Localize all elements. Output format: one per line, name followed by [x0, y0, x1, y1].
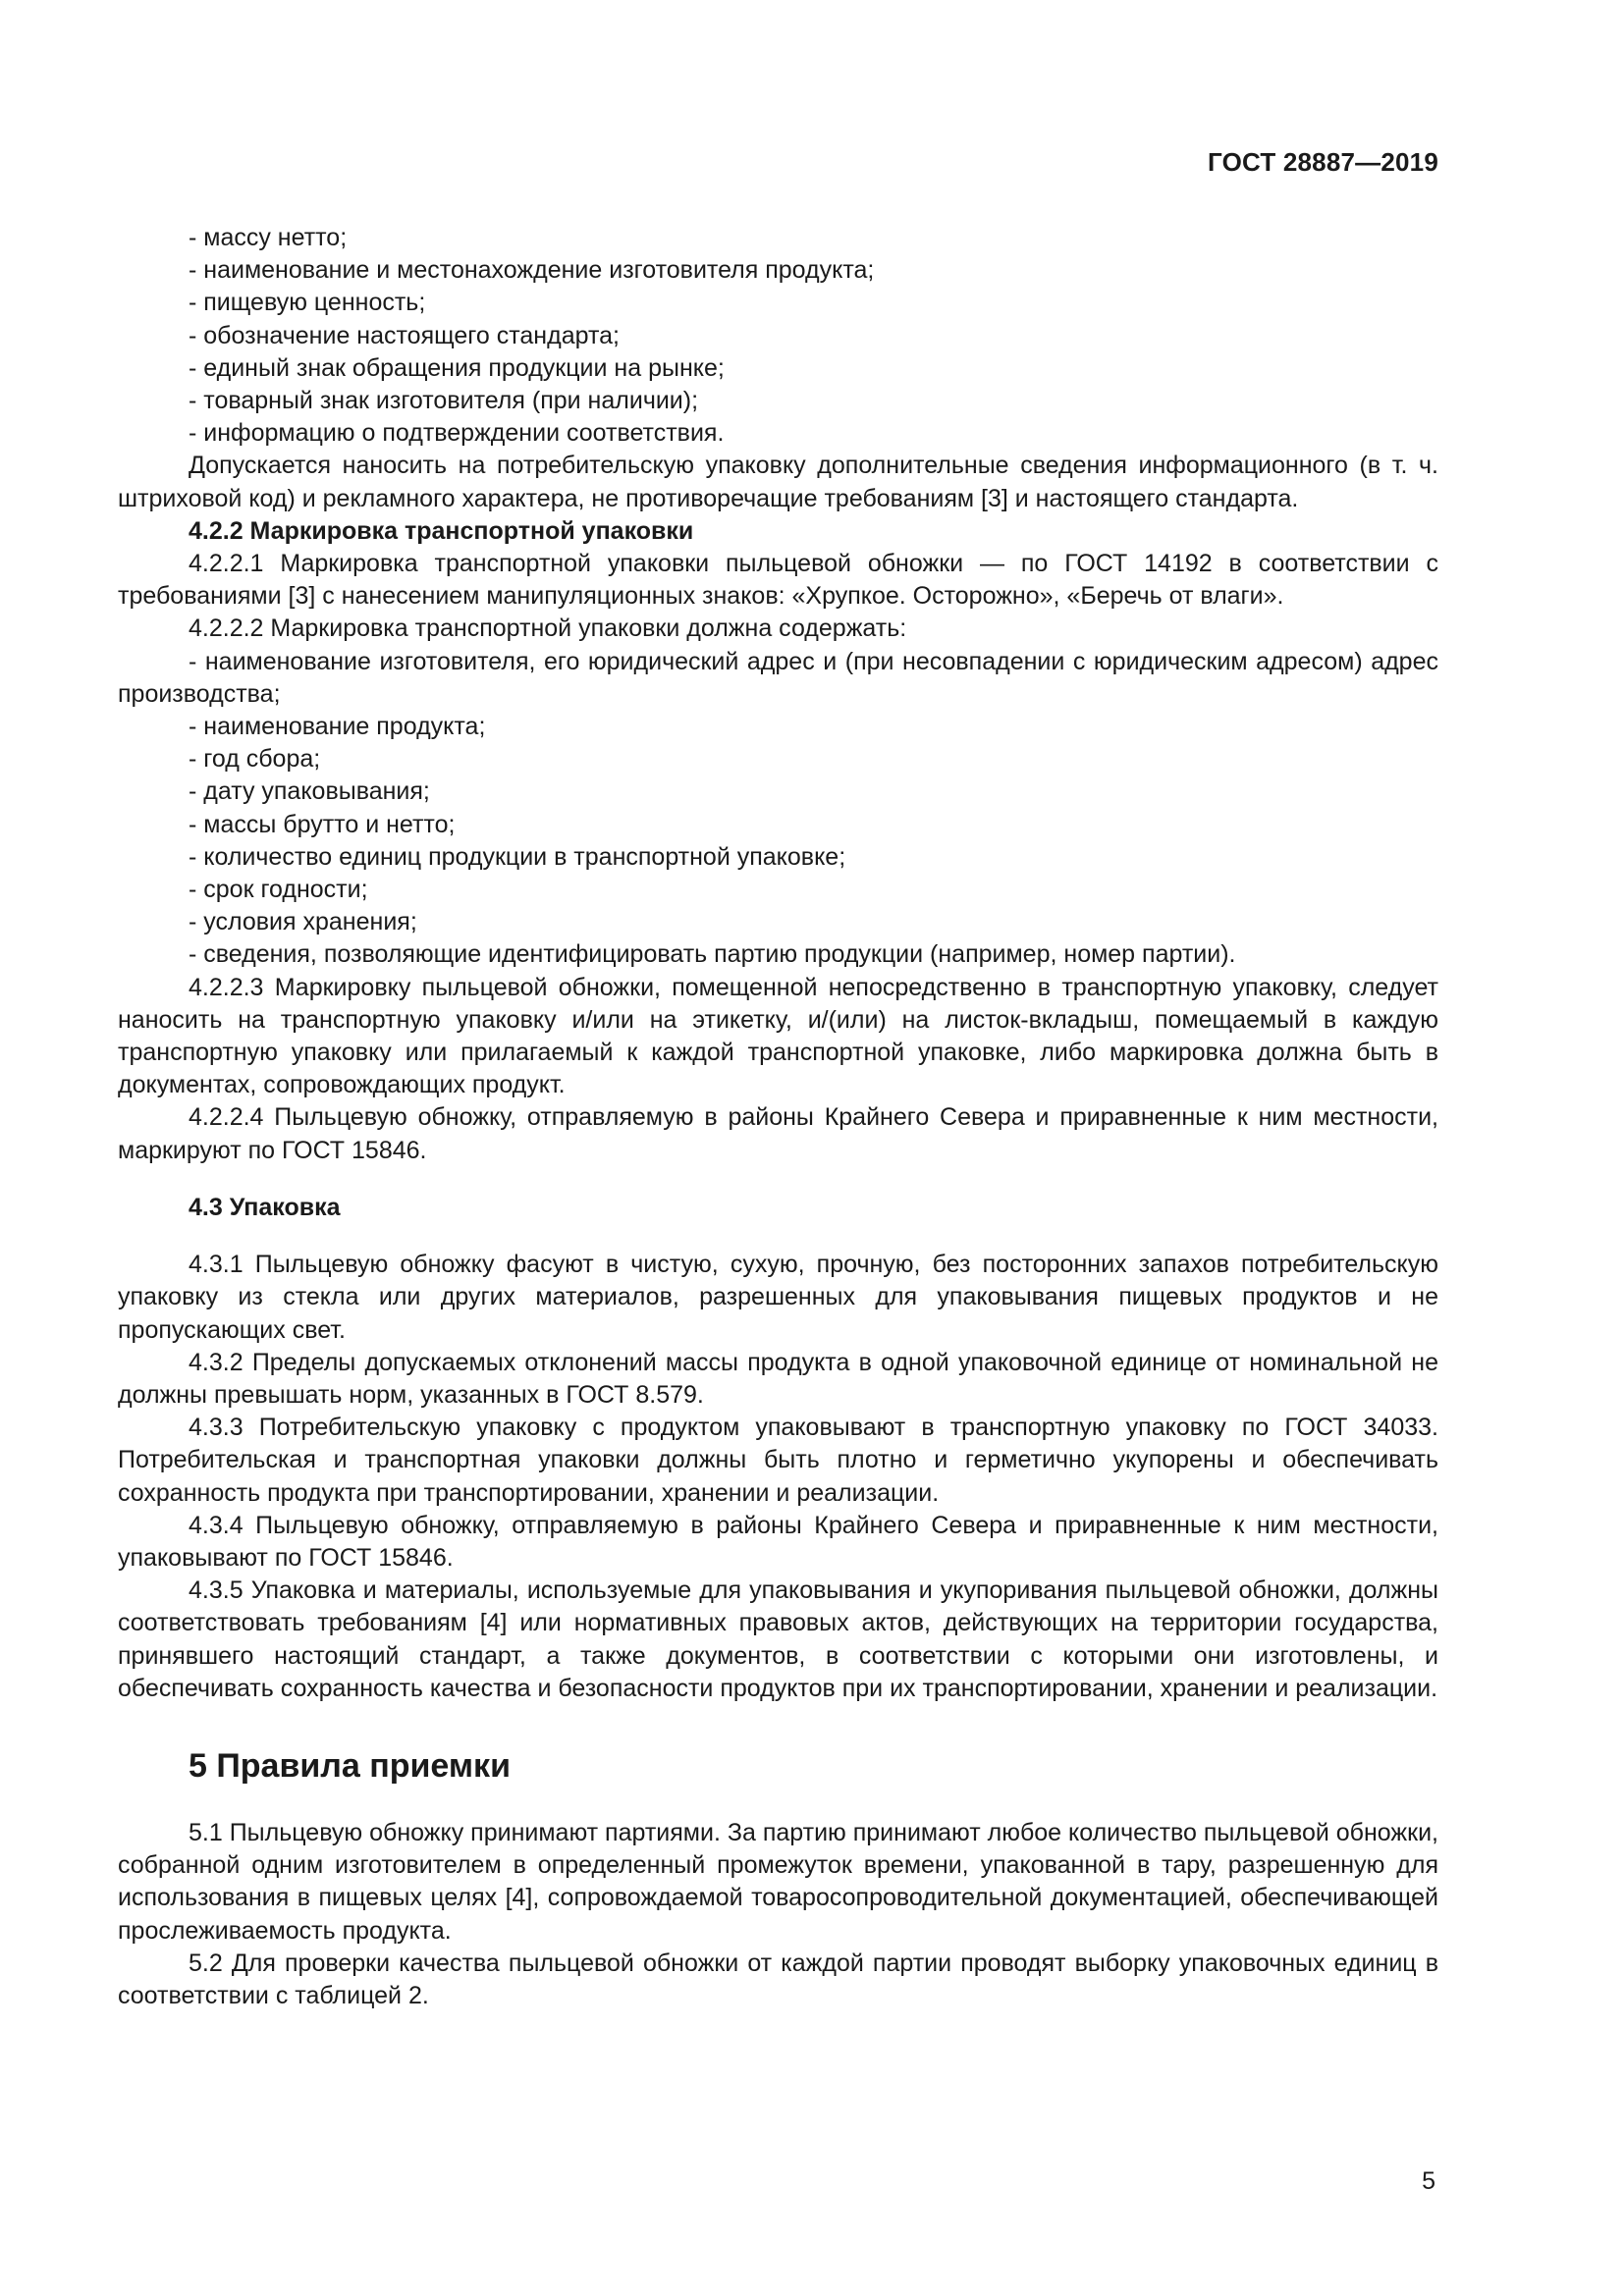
page-number: 5 — [1422, 2167, 1435, 2195]
list-item: - единый знак обращения продукции на рынке; — [189, 353, 725, 382]
list-item: - срок годности; — [189, 876, 368, 904]
list-item: - пищевую ценность; — [189, 289, 426, 317]
list-item: - обозначение настоящего стандарта; — [189, 321, 620, 349]
paragraph: 4.2.2.4 Пыльцевую обножку, отправляемую в районы Крайнего Севера и приравненные к ним местности, маркируют по ГОСТ 15846. — [118, 1103, 1438, 1164]
list-item: - наименование продукта; — [189, 713, 486, 741]
spacer — [118, 1167, 1438, 1192]
paragraph: 4.3.2 Пределы допускаемых отклонений массы продукта в одной упаковочной единице от номинальной не должны превышать норм, указанных в ГОСТ 8.579. — [118, 1348, 1438, 1409]
document-code-header: ГОСТ 28887—2019 — [1208, 147, 1438, 177]
paragraph: 4.2.2.1 Маркировка транспортной упаковки пыльцевой обножки — по ГОСТ 14192 в соответствии с требованиями [3] с нанесением манипуляционных знаков: «Хрупкое. Осторожно», «Беречь от влаги». — [118, 550, 1438, 611]
paragraph: 4.3.3 Потребительскую упаковку с продуктом упаковывают в транспортную упаковку по ГОСТ 34033. Потребительская и транспортная упаковки должны быть плотно и герметично укупорены и обеспечивать сохранность продукта при транспортировании, хранении и реализации. — [118, 1414, 1438, 1507]
list-item: - дату упаковывания; — [189, 777, 430, 806]
list-item: - год сбора; — [189, 745, 321, 774]
spacer — [118, 1224, 1438, 1249]
list-item: - условия хранения; — [189, 908, 417, 936]
list-item: - наименование изготовителя, его юридический адрес и (при несовпадении с юридическим адресом) адрес производства; — [118, 647, 1438, 708]
paragraph: Допускается наносить на потребительскую упаковку дополнительные сведения информационного (в т. ч. штриховой код) и рекламного характера, не противоречащие требованиям [3] и настоящего стандарта. — [118, 452, 1438, 512]
paragraph: 4.3.1 Пыльцевую обножку фасуют в чистую, сухую, прочную, без посторонних запахов потребительскую упаковку из стекла или других материалов, разрешенных для упаковывания пищевых продуктов и не пропускающих свет. — [118, 1251, 1438, 1344]
paragraph: 4.3.4 Пыльцевую обножку, отправляемую в районы Крайнего Севера и приравненные к ним местности, упаковывают по ГОСТ 15846. — [118, 1511, 1438, 1572]
list-item: - количество единиц продукции в транспортной упаковке; — [189, 842, 846, 871]
paragraph: 5.2 Для проверки качества пыльцевой обножки от каждой партии проводят выборку упаковочных единиц в соответствии с таблицей 2. — [118, 1949, 1438, 2009]
paragraph: 4.2.2.2 Маркировка транспортной упаковки должна содержать: — [189, 614, 907, 643]
page-body — [118, 222, 1438, 2012]
list-item: - информацию о подтверждении соответствия. — [189, 419, 725, 448]
list-item: - сведения, позволяющие идентифицировать партию продукции (например, номер партии). — [189, 940, 1236, 969]
paragraph: 4.3.5 Упаковка и материалы, используемые для упаковывания и укупоривания пыльцевой обножки, должны соответствовать требованиям [4] или нормативных правовых актов, действующих на территории государства, принявшего настоящий стандарт, а также документов, в соответствии с которыми они изготовлены, и обеспечивать сохранность качества и безопасности продуктов при их транспортировании, хранении и реализации. — [118, 1576, 1438, 1702]
subsection-heading: 4.3 Упаковка — [189, 1193, 341, 1221]
list-item: - массу нетто; — [189, 224, 348, 251]
paragraph: 5.1 Пыльцевую обножку принимают партиями. За партию принимают любое количество пыльцевой обножки, собранной одним изготовителем в определенный промежуток времени, упакованной в тару, разрешенную для использования в пищевых целях [4], сопровождаемой товаросопроводительной документацией, обеспечивающей прослеживаемость продукта. — [118, 1818, 1438, 1945]
section-heading: 5 Правила приемки — [189, 1746, 511, 1785]
list-item: - массы брутто и нетто; — [189, 810, 456, 838]
list-item: - наименование и местонахождение изготовителя продукта; — [189, 256, 875, 285]
paragraph: 4.2.2.3 Маркировку пыльцевой обножки, помещенной непосредственно в транспортную упаковку, следует наносить на транспортную упаковку и/или на этикетку, и/(или) на листок-вкладыш, помещаемый в каждую транспортную упаковку или прилагаемый к каждой транспортной упаковке, либо маркировка должна быть в документах, сопровождающих продукт. — [118, 973, 1438, 1099]
subsection-heading: 4.2.2 Маркировка транспортной упаковки — [189, 516, 694, 545]
list-item: - товарный знак изготовителя (при наличии); — [189, 387, 699, 415]
